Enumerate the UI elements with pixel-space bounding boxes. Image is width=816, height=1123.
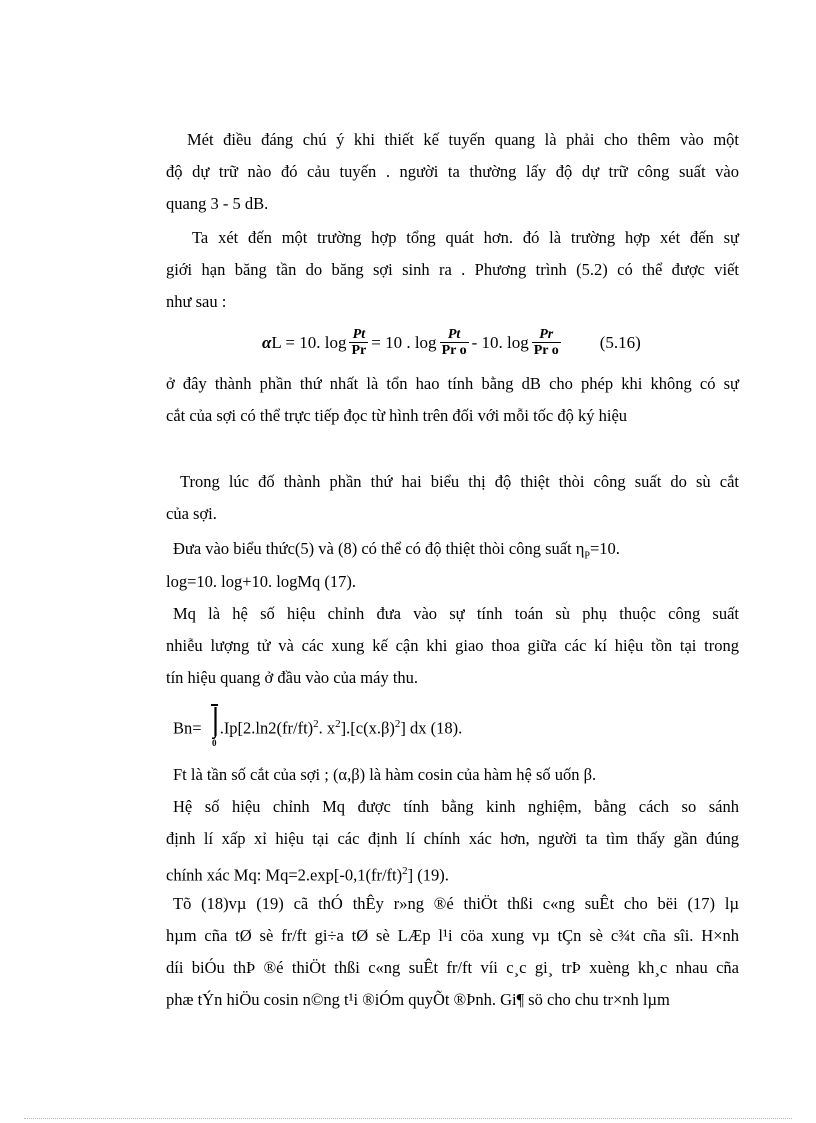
page-bottom-divider: [24, 1118, 792, 1119]
fraction-1-denominator: Pr: [351, 343, 367, 359]
fraction-3-numerator: Pr: [539, 326, 554, 342]
equation-5-16: [262, 323, 641, 363]
formula-18-prefix: Bn=: [173, 718, 202, 738]
formula-18-sup-b: 2: [335, 718, 341, 730]
paragraph-9-line-1: Hệ số hiệu chỉnh Mq được tính bằng kinh nghiệm, bằng cách so sánh: [173, 797, 739, 816]
paragraph-1-line-3: quang 3 - 5 dB.: [166, 194, 269, 213]
equation-number: (5.16): [599, 333, 641, 352]
paragraph-1-line-2: độ dự trữ nào đó cảu tuyến . người ta thường lấy độ dự trữ công suất vào: [166, 162, 739, 181]
equation-middle: = 10 . log: [371, 333, 437, 352]
eta-subscript: P: [584, 550, 590, 562]
integral-lower-limit: 0: [212, 738, 217, 747]
paragraph-5-tail: =10.: [589, 539, 620, 558]
fraction-1-numerator: Pt: [352, 326, 366, 342]
paragraph-10-line-2: hµm cña tØ sè fr/ft gi÷a tØ sè LÆp l¹i cöa xung vµ tÇn sè c¾t cña sîi. H×nh: [166, 926, 739, 945]
paragraph-5-line-2: log=10. log+10. logMq (17).: [166, 572, 357, 591]
paragraph-5-text: Đưa vào biểu thức(5) và (8) có thể có độ thiệt thòi công suất η: [173, 539, 585, 558]
paragraph-6-line-1: Mq là hệ số hiệu chỉnh đưa vào sự tính toán sù phụ thuộc công suất: [173, 604, 739, 623]
formula-18: [173, 714, 746, 739]
paragraph-2-line-2: giới hạn băng tần do băng sợi sinh ra . Phương trình (5.2) có thể được viết: [166, 260, 739, 279]
paragraph-6-line-2: nhiễu lượng tử và các xung kế cận khi giao thoa giữa các kí hiệu tồn tại trong: [166, 636, 739, 655]
paragraph-8: Ft là tần số cắt của sợi ; (α,β) là hàm cosin của hàm hệ số uốn β.: [173, 765, 597, 784]
equation-lhs: L = 10. log: [271, 333, 347, 352]
paragraph-9-line-3: [166, 861, 739, 886]
paragraph-3-line-2: cắt của sợi có thể trực tiếp đọc từ hình trên đối với mỗi tốc độ ký hiệu: [166, 406, 628, 425]
integral-sign-icon: [208, 703, 222, 747]
paragraph-6-line-3: tín hiệu quang ở đầu vào của máy thu.: [166, 668, 419, 687]
paragraph-3-line-1: ở đây thành phần thứ nhất là tổn hao tính bằng dB cho phép khi không có sự: [166, 374, 739, 393]
paragraph-2-line-1: Ta xét đến một trường hợp tổng quát hơn. đó là trường hợp xét đến sự: [192, 228, 739, 247]
formula-18-sup-c: 2: [394, 718, 401, 730]
alpha-symbol: α: [262, 333, 272, 352]
fraction-pt-pr: [349, 327, 368, 360]
paragraph-9-line-2: định lí xấp xỉ hiệu tại các định lí chính xác hơn, người ta tìm thấy gần đúng: [166, 829, 739, 848]
paragraph-10-line-1: Tõ (18)vµ (19) cã thÓ thÊy r»ng ®é thiÖt thßi c«ng suÊt cho bëi (17) lµ: [173, 894, 739, 913]
formula-18-body-c: ].[c(x.β): [340, 718, 395, 738]
paragraph-2-line-3: như sau :: [166, 292, 227, 311]
formula-18-body-b: . x: [318, 718, 336, 738]
formula-18-body-a: .Ip[2.ln2(fr/ft): [215, 718, 314, 738]
paragraph-5-line-1: [173, 539, 746, 566]
fraction-pr-pro: [532, 327, 561, 360]
paragraph-1-line-1: Mét điều đáng chú ý khi thiết kế tuyến quang là phải cho thêm vào một: [187, 130, 739, 149]
paragraph-9-line-3-text: chính xác Mq: Mq=2.exp[-0,1(fr/ft): [166, 865, 403, 885]
formula-18-body-d: ] dx (18).: [400, 718, 463, 738]
paragraph-9-sup: 2: [402, 865, 408, 877]
paragraph-4-line-1: Trong lúc đố thành phần thứ hai biểu thị độ thiệt thòi công suất do sù cắt: [180, 472, 739, 491]
paragraph-10-line-3: díi biÓu thÞ ®é thiÖt thßi c«ng suÊt fr/ft víi c¸c gi¸ trÞ xuèng kh¸c nhau cña: [166, 958, 739, 977]
paragraph-9-line-3-tail: ] (19).: [407, 865, 449, 885]
paragraph-10-line-4: phæ tÝn hiÖu cosin n©ng t¹i ®iÓm quyÕt ®Þnh. Gi¶ sö cho chu tr×nh lµm: [166, 990, 670, 1009]
fraction-2-numerator: Pt: [447, 326, 461, 342]
fraction-2-denominator: Pr o: [441, 343, 467, 359]
paragraph-4-line-2: của sợi.: [166, 504, 217, 523]
fraction-3-denominator: Pr o: [533, 343, 559, 359]
fraction-pt-pro: [440, 327, 469, 360]
equation-minus-term: - 10. log: [471, 333, 529, 352]
formula-18-sup-a: 2: [313, 718, 319, 730]
